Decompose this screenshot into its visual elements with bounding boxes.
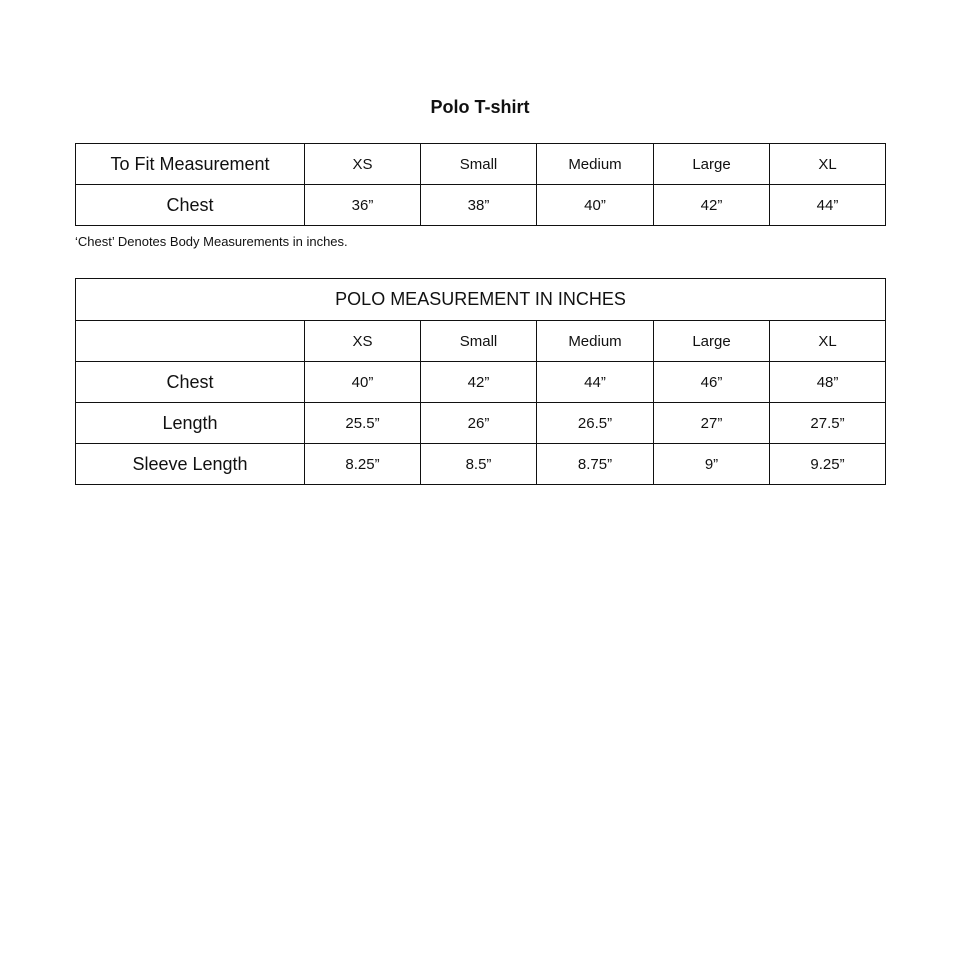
table-row [76,403,886,444]
size-header-small: Small [421,321,537,362]
table-cell: 44” [770,185,886,226]
header-label: To Fit Measurement [76,144,305,185]
size-header-xl: XL [770,321,886,362]
size-header-xs: XS [305,144,421,185]
table-cell: 25.5” [305,403,421,444]
table-cell: 38” [421,185,537,226]
table-header-row [76,321,886,362]
table-cell: 26.5” [537,403,654,444]
table-cell: 27” [654,403,770,444]
table-cell: 44” [537,362,654,403]
size-header-small: Small [421,144,537,185]
table-cell: 42” [654,185,770,226]
row-label: Chest [76,362,305,403]
row-label: Chest [76,185,305,226]
table-cell: 9” [654,444,770,485]
size-header-xl: XL [770,144,886,185]
page-title: Polo T-shirt [430,97,530,117]
size-header-medium: Medium [537,321,654,362]
fit-measurement-table [75,143,886,226]
table-row [76,444,886,485]
table-cell: 8.75” [537,444,654,485]
table-cell: 8.5” [421,444,537,485]
table-cell: 42” [421,362,537,403]
table-cell: 40” [537,185,654,226]
size-header-medium: Medium [537,144,654,185]
table-cell: 9.25” [770,444,886,485]
table-cell: 40” [305,362,421,403]
table-cell: 27.5” [770,403,886,444]
row-label: Sleeve Length [76,444,305,485]
table-cell: 26” [421,403,537,444]
measurement-note: ‘Chest’ Denotes Body Measurements in inches. [75,234,348,249]
row-label: Length [76,403,305,444]
size-header-large: Large [654,321,770,362]
table-caption-row [76,279,886,321]
table-row [76,185,886,226]
table-cell: 36” [305,185,421,226]
table-cell: 48” [770,362,886,403]
size-header-xs: XS [305,321,421,362]
table-caption: POLO MEASUREMENT IN INCHES [76,279,886,321]
size-header-large: Large [654,144,770,185]
table-row [76,362,886,403]
header-label [76,321,305,362]
table-cell: 46” [654,362,770,403]
table-cell: 8.25” [305,444,421,485]
table-header-row [76,144,886,185]
polo-measurement-table [75,278,886,485]
